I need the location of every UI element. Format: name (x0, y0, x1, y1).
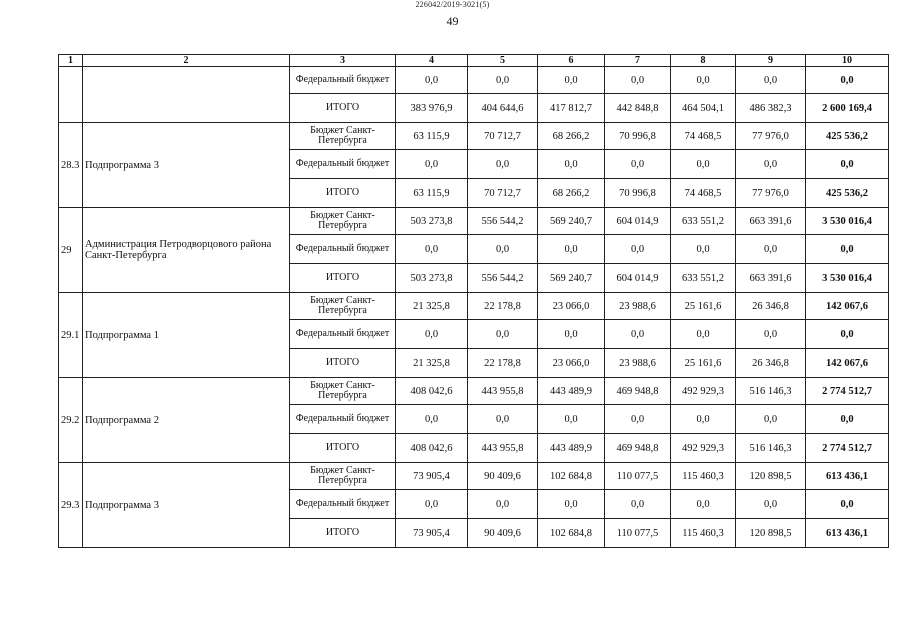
year-value: 21 325,8 (396, 349, 468, 378)
year-value: 0,0 (468, 490, 538, 519)
year-value: 77 976,0 (736, 179, 806, 208)
funding-source: ИТОГО (290, 519, 396, 548)
year-value: 63 115,9 (396, 179, 468, 208)
funding-source: Бюджет Санкт-Петербурга (290, 208, 396, 235)
funding-source: ИТОГО (290, 94, 396, 123)
year-value: 604 014,9 (605, 264, 671, 293)
total-value: 425 536,2 (806, 123, 889, 150)
year-value: 663 391,6 (736, 264, 806, 293)
row-number: 29.3 (59, 463, 83, 548)
year-value: 0,0 (671, 235, 736, 264)
total-value: 142 067,6 (806, 349, 889, 378)
funding-source: Федеральный бюджет (290, 320, 396, 349)
total-value: 613 436,1 (806, 519, 889, 548)
year-value: 442 848,8 (605, 94, 671, 123)
row-name: Администрация Петродворцового района Санкт-Петербурга (83, 208, 290, 293)
year-value: 404 644,6 (468, 94, 538, 123)
total-value: 0,0 (806, 490, 889, 519)
year-value: 383 976,9 (396, 94, 468, 123)
year-value: 23 066,0 (538, 349, 605, 378)
year-value: 0,0 (605, 235, 671, 264)
year-value: 26 346,8 (736, 293, 806, 320)
total-value: 2 774 512,7 (806, 434, 889, 463)
year-value: 443 955,8 (468, 378, 538, 405)
year-value: 73 905,4 (396, 463, 468, 490)
year-value: 0,0 (396, 405, 468, 434)
year-value: 492 929,3 (671, 434, 736, 463)
year-value: 0,0 (736, 235, 806, 264)
funding-source: Федеральный бюджет (290, 150, 396, 179)
year-value: 569 240,7 (538, 208, 605, 235)
total-value: 0,0 (806, 235, 889, 264)
year-value: 23 066,0 (538, 293, 605, 320)
year-value: 25 161,6 (671, 349, 736, 378)
year-value: 0,0 (605, 490, 671, 519)
year-value: 516 146,3 (736, 434, 806, 463)
year-value: 0,0 (396, 235, 468, 264)
year-value: 443 489,9 (538, 434, 605, 463)
funding-source: Бюджет Санкт-Петербурга (290, 293, 396, 320)
year-value: 604 014,9 (605, 208, 671, 235)
funding-source: Бюджет Санкт-Петербурга (290, 463, 396, 490)
budget-table (58, 54, 889, 548)
funding-source: Бюджет Санкт-Петербурга (290, 123, 396, 150)
funding-source: ИТОГО (290, 434, 396, 463)
funding-source: Федеральный бюджет (290, 67, 396, 94)
year-value: 22 178,8 (468, 293, 538, 320)
year-value: 0,0 (396, 490, 468, 519)
year-value: 70 712,7 (468, 123, 538, 150)
total-value: 142 067,6 (806, 293, 889, 320)
year-value: 486 382,3 (736, 94, 806, 123)
year-value: 0,0 (538, 67, 605, 94)
year-value: 0,0 (671, 405, 736, 434)
year-value: 0,0 (468, 405, 538, 434)
column-header: 5 (468, 55, 538, 67)
year-value: 569 240,7 (538, 264, 605, 293)
year-value: 0,0 (605, 320, 671, 349)
year-value: 74 468,5 (671, 179, 736, 208)
year-value: 70 996,8 (605, 123, 671, 150)
column-header: 1 (59, 55, 83, 67)
total-value: 2 600 169,4 (806, 94, 889, 123)
year-value: 408 042,6 (396, 378, 468, 405)
year-value: 417 812,7 (538, 94, 605, 123)
year-value: 469 948,8 (605, 434, 671, 463)
year-value: 408 042,6 (396, 434, 468, 463)
year-value: 516 146,3 (736, 378, 806, 405)
column-header: 4 (396, 55, 468, 67)
year-value: 0,0 (396, 320, 468, 349)
column-number-row (59, 55, 889, 67)
table-row (59, 67, 889, 94)
funding-source: ИТОГО (290, 179, 396, 208)
year-value: 115 460,3 (671, 519, 736, 548)
total-value: 3 530 016,4 (806, 264, 889, 293)
year-value: 0,0 (671, 150, 736, 179)
row-number: 29.1 (59, 293, 83, 378)
total-value: 3 530 016,4 (806, 208, 889, 235)
year-value: 115 460,3 (671, 463, 736, 490)
year-value: 90 409,6 (468, 519, 538, 548)
column-header: 10 (806, 55, 889, 67)
year-value: 0,0 (538, 150, 605, 179)
year-value: 90 409,6 (468, 463, 538, 490)
year-value: 492 929,3 (671, 378, 736, 405)
year-value: 503 273,8 (396, 208, 468, 235)
total-value: 0,0 (806, 150, 889, 179)
table-row (59, 463, 889, 490)
table-row (59, 293, 889, 320)
row-number: 29.2 (59, 378, 83, 463)
column-header: 6 (538, 55, 605, 67)
year-value: 74 468,5 (671, 123, 736, 150)
document-id: 226042/2019-3021(5) (415, 0, 490, 9)
total-value: 0,0 (806, 320, 889, 349)
table-row (59, 208, 889, 235)
year-value: 77 976,0 (736, 123, 806, 150)
year-value: 102 684,8 (538, 463, 605, 490)
row-number: 28.3 (59, 123, 83, 208)
year-value: 70 712,7 (468, 179, 538, 208)
year-value: 0,0 (736, 490, 806, 519)
year-value: 0,0 (538, 405, 605, 434)
year-value: 21 325,8 (396, 293, 468, 320)
year-value: 0,0 (538, 320, 605, 349)
year-value: 556 544,2 (468, 208, 538, 235)
year-value: 0,0 (396, 150, 468, 179)
column-header: 7 (605, 55, 671, 67)
year-value: 633 551,2 (671, 264, 736, 293)
table-row (59, 123, 889, 150)
funding-source: ИТОГО (290, 349, 396, 378)
total-value: 0,0 (806, 405, 889, 434)
page-number: 49 (446, 14, 459, 28)
year-value: 120 898,5 (736, 519, 806, 548)
year-value: 102 684,8 (538, 519, 605, 548)
year-value: 0,0 (671, 320, 736, 349)
year-value: 443 955,8 (468, 434, 538, 463)
year-value: 110 077,5 (605, 519, 671, 548)
column-header: 2 (83, 55, 290, 67)
funding-source: Федеральный бюджет (290, 235, 396, 264)
row-name: Подпрограмма 3 (83, 463, 290, 548)
total-value: 613 436,1 (806, 463, 889, 490)
table-body (59, 67, 889, 548)
year-value: 663 391,6 (736, 208, 806, 235)
year-value: 0,0 (538, 490, 605, 519)
year-value: 0,0 (671, 490, 736, 519)
row-name (83, 67, 290, 123)
year-value: 73 905,4 (396, 519, 468, 548)
column-header: 8 (671, 55, 736, 67)
year-value: 68 266,2 (538, 123, 605, 150)
year-value: 0,0 (605, 67, 671, 94)
year-value: 0,0 (396, 67, 468, 94)
year-value: 0,0 (605, 405, 671, 434)
column-header: 9 (736, 55, 806, 67)
row-number: 29 (59, 208, 83, 293)
row-name: Подпрограмма 2 (83, 378, 290, 463)
table-row (59, 378, 889, 405)
year-value: 0,0 (468, 67, 538, 94)
year-value: 23 988,6 (605, 349, 671, 378)
year-value: 556 544,2 (468, 264, 538, 293)
year-value: 25 161,6 (671, 293, 736, 320)
year-value: 23 988,6 (605, 293, 671, 320)
funding-source: Федеральный бюджет (290, 490, 396, 519)
year-value: 0,0 (468, 235, 538, 264)
year-value: 469 948,8 (605, 378, 671, 405)
year-value: 0,0 (736, 320, 806, 349)
year-value: 68 266,2 (538, 179, 605, 208)
year-value: 70 996,8 (605, 179, 671, 208)
year-value: 464 504,1 (671, 94, 736, 123)
row-name: Подпрограмма 3 (83, 123, 290, 208)
column-header: 3 (290, 55, 396, 67)
year-value: 0,0 (736, 67, 806, 94)
total-value: 425 536,2 (806, 179, 889, 208)
row-name: Подпрограмма 1 (83, 293, 290, 378)
year-value: 503 273,8 (396, 264, 468, 293)
funding-source: Федеральный бюджет (290, 405, 396, 434)
row-number (59, 67, 83, 123)
year-value: 26 346,8 (736, 349, 806, 378)
year-value: 0,0 (468, 150, 538, 179)
total-value: 0,0 (806, 67, 889, 94)
year-value: 0,0 (605, 150, 671, 179)
year-value: 0,0 (538, 235, 605, 264)
year-value: 0,0 (468, 320, 538, 349)
year-value: 110 077,5 (605, 463, 671, 490)
year-value: 0,0 (671, 67, 736, 94)
year-value: 22 178,8 (468, 349, 538, 378)
year-value: 120 898,5 (736, 463, 806, 490)
year-value: 443 489,9 (538, 378, 605, 405)
funding-source: ИТОГО (290, 264, 396, 293)
funding-source: Бюджет Санкт-Петербурга (290, 378, 396, 405)
year-value: 63 115,9 (396, 123, 468, 150)
year-value: 633 551,2 (671, 208, 736, 235)
year-value: 0,0 (736, 405, 806, 434)
total-value: 2 774 512,7 (806, 378, 889, 405)
year-value: 0,0 (736, 150, 806, 179)
